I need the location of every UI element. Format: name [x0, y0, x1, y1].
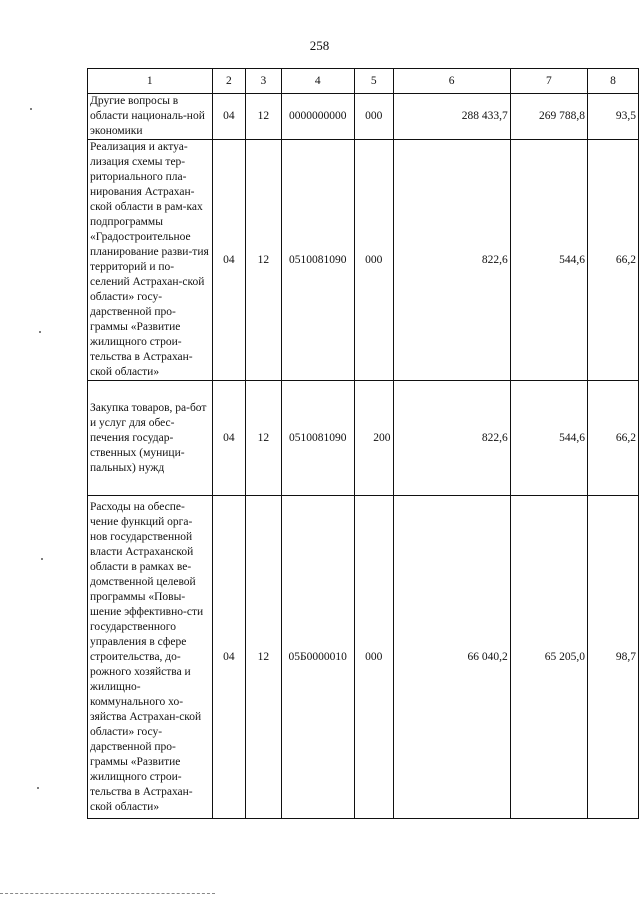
target-item-code: 05Б0000010: [281, 496, 354, 819]
executed-amount: 544,6: [510, 140, 587, 381]
budget-table: [87, 68, 639, 819]
expense-type-code: 200: [354, 381, 393, 496]
target-item-code: 0510081090: [281, 381, 354, 496]
scan-speck: [39, 331, 41, 333]
column-header: 7: [510, 69, 587, 94]
column-header: 1: [88, 69, 213, 94]
scan-speck: [41, 558, 43, 560]
executed-amount: 269 788,8: [510, 94, 587, 140]
approved-amount: 66 040,2: [393, 496, 510, 819]
table-row: [88, 94, 639, 140]
scan-speck: [30, 108, 32, 110]
section-code: 04: [212, 94, 246, 140]
execution-percent: 93,5: [588, 94, 639, 140]
row-name: Другие вопросы в области националь-ной экономики: [88, 94, 213, 140]
section-code: 04: [212, 140, 246, 381]
subsection-code: 12: [246, 381, 281, 496]
table-row: [88, 496, 639, 819]
row-name: Расходы на обеспе-чение функций орга-нов государственной власти Астраханской области в рамках ве-домственной целевой программы «Повы-шение эффективно-сти государственного управления в сфере строительства, до-рожного хозяйства и жилищно-коммунального хо-зяйства Астрахан-ской области» госу-дарственной про-граммы «Развитие жилищного строи-тельства в Астрахан-ской области»: [88, 496, 213, 819]
expense-type-code: 000: [354, 140, 393, 381]
expense-type-code: 000: [354, 496, 393, 819]
column-header: 6: [393, 69, 510, 94]
execution-percent: 66,2: [588, 381, 639, 496]
subsection-code: 12: [246, 94, 281, 140]
table-row: [88, 381, 639, 496]
column-header: 5: [354, 69, 393, 94]
page-number: 258: [309, 38, 330, 53]
table-row: [88, 140, 639, 381]
column-header: 2: [212, 69, 246, 94]
section-code: 04: [212, 496, 246, 819]
subsection-code: 12: [246, 140, 281, 381]
execution-percent: 98,7: [588, 496, 639, 819]
row-name: Закупка товаров, ра-бот и услуг для обес-печения государ-ственных (муници-пальных) нужд: [88, 381, 213, 496]
subsection-code: 12: [246, 496, 281, 819]
expense-type-code: 000: [354, 94, 393, 140]
approved-amount: 288 433,7: [393, 94, 510, 140]
table-header-row: [88, 69, 639, 94]
scan-speck: [37, 787, 39, 789]
column-header: 3: [246, 69, 281, 94]
section-code: 04: [212, 381, 246, 496]
row-name: Реализация и актуа-лизация схемы тер-риториального пла-нирования Астрахан-ской области в рам-ках подпрограммы «Градостроительное планирование разви-тия территорий и по-селений Астрахан-ской области» госу-дарственной про-граммы «Развитие жилищного строи-тельства в Астрахан-ской области»: [88, 140, 213, 381]
target-item-code: 0510081090: [281, 140, 354, 381]
executed-amount: 544,6: [510, 381, 587, 496]
executed-amount: 65 205,0: [510, 496, 587, 819]
execution-percent: 66,2: [588, 140, 639, 381]
column-header: 4: [281, 69, 354, 94]
column-header: 8: [588, 69, 639, 94]
approved-amount: 822,6: [393, 381, 510, 496]
scan-edge-line: [0, 893, 215, 894]
target-item-code: 0000000000: [281, 94, 354, 140]
approved-amount: 822,6: [393, 140, 510, 381]
